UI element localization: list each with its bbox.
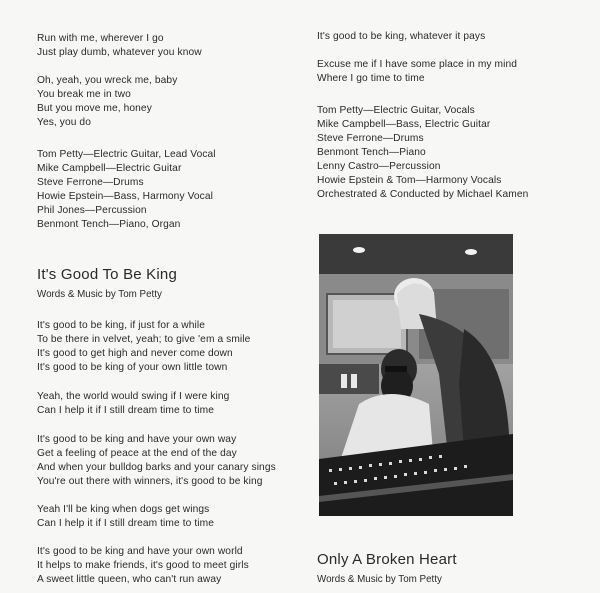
lyric-line: It's good to be king and have your own way [37,434,237,445]
lyric-line: It's good to get high and never come down [37,348,233,359]
lyric-line: Excuse me if I have some place in my mind [317,59,518,70]
studio-photo-svg [319,234,513,516]
credit-line: Steve Ferrone—Drums [317,133,424,144]
lyric-line: You break me in two [37,89,131,100]
lyric-line: And when your bulldog barks and your canary sings [37,462,276,473]
song-credit: Words & Music by Tom Petty [37,289,162,300]
next-song-title: Only A Broken Heart [317,551,457,568]
lyric-line: But you move me, honey [37,103,152,114]
lyric-line: Can I help it if I still dream time to time [37,405,214,416]
credit-line: Mike Campbell—Bass, Electric Guitar [317,119,491,130]
lyric-line: You're out there with winners, it's good to be king [37,476,263,487]
credit-line: Lenny Castro—Percussion [317,161,441,172]
credit-line: Benmont Tench—Piano [317,147,426,158]
lyric-line: It's good to be king, if just for a while [37,320,205,331]
lyric-line: Oh, yeah, you wreck me, baby [37,75,178,86]
credit-line: Tom Petty—Electric Guitar, Lead Vocal [37,149,216,160]
lyric-line: Yeah I'll be king when dogs get wings [37,504,210,515]
credit-line: Benmont Tench—Piano, Organ [37,219,181,230]
credit-line: Phil Jones—Percussion [37,205,147,216]
lyric-line: Can I help it if I still dream time to time [37,518,214,529]
lyric-line: Get a feeling of peace at the end of the day [37,448,237,459]
song-title: It's Good To Be King [37,266,178,283]
credit-line: Orchestrated & Conducted by Michael Kamen [317,189,529,200]
lyric-line: Run with me, wherever I go [37,33,164,44]
lyric-line: Where I go time to time [317,73,425,84]
lyric-line: Yes, you do [37,117,91,128]
studio-photo-icon [319,234,513,516]
lyric-line: A sweet little queen, who can't run away [37,574,222,585]
lyric-line: It's good to be king and have your own world [37,546,243,557]
lyric-line: It's good to be king, whatever it pays [317,31,486,42]
lyric-line: It's good to be king of your own little town [37,362,228,373]
credit-line: Tom Petty—Electric Guitar, Vocals [317,105,475,116]
lyric-line: Just play dumb, whatever you know [37,47,202,58]
credit-line: Howie Epstein—Bass, Harmony Vocal [37,191,213,202]
credit-line: Mike Campbell—Electric Guitar [37,163,182,174]
lyric-line: Yeah, the world would swing if I were king [37,391,230,402]
credit-line: Howie Epstein & Tom—Harmony Vocals [317,175,502,186]
next-song-credit: Words & Music by Tom Petty [317,574,442,585]
lyric-line: To be there in velvet, yeah; to give 'em a smile [37,334,251,345]
lyric-line: It helps to make friends, it's good to meet girls [37,560,249,571]
credit-line: Steve Ferrone—Drums [37,177,144,188]
